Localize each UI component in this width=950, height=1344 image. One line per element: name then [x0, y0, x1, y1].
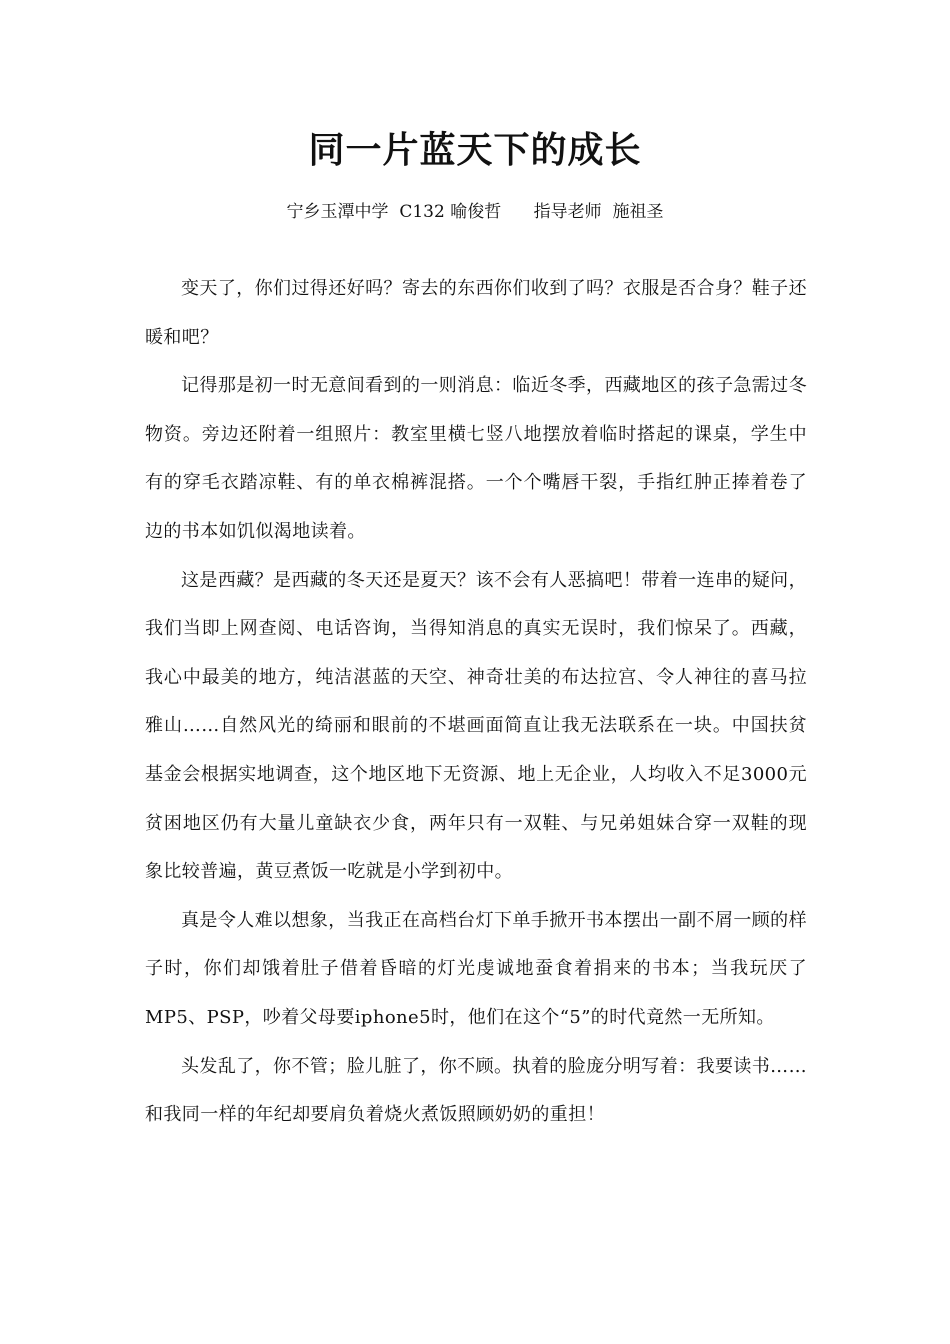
paragraph: 变天了，你们过得还好吗？寄去的东西你们收到了吗？衣服是否合身？鞋子还暖和吧？: [145, 278, 807, 348]
author-byline: 宁乡玉潭中学 C132 喻俊哲 指导老师 施祖圣: [286, 202, 664, 222]
paragraph: 头发乱了，你不管；脸儿脏了，你不顾。执着的脸庞分明写着：我要读书……和我同一样的年纪却要肩负着烧火煮饭照顾奶奶的重担！: [145, 1055, 807, 1126]
paragraph: 记得那是初一时无意间看到的一则消息：临近冬季，西藏地区的孩子急需过冬物资。旁边还附着一组照片：教室里横七竖八地摆放着临时搭起的课桌，学生中有的穿毛衣踏凉鞋、有的单衣棉裤混搭。一个个嘴唇干裂，手指红肿正捧着卷了边的书本如饥似渴地读着。: [145, 375, 807, 542]
paragraph: 真是令人难以想象，当我正在高档台灯下单手掀开书本摆出一副不屑一顾的样子时，你们却饿着肚子借着昏暗的灯光虔诚地蚕食着捐来的书本；当我玩厌了MP5、PSP，吵着父母要iphone5时，他们在这个“5”的时代竟然一无所知。: [145, 909, 807, 1028]
essay-body: [145, 265, 807, 1140]
paragraph: 这是西藏？是西藏的冬天还是夏天？该不会有人恶搞吧！带着一连串的疑问，我们当即上网查阅、电话咨询，当得知消息的真实无误时，我们惊呆了。西藏，我心中最美的地方，纯洁湛蓝的天空、神奇壮美的布达拉宫、令人神往的喜马拉雅山……自然风光的绮丽和眼前的不堪画面简直让我无法联系在一块。中国扶贫基金会根据实地调查，这个地区地下无资源、地上无企业，人均收入不足3000元贫困地区仍有大量儿童缺衣少食，两年只有一双鞋、与兄弟姐妹合穿一双鞋的现象比较普遍，黄豆煮饭一吃就是小学到初中。: [145, 569, 807, 883]
essay-title: 同一片蓝天下的成长: [308, 129, 642, 171]
